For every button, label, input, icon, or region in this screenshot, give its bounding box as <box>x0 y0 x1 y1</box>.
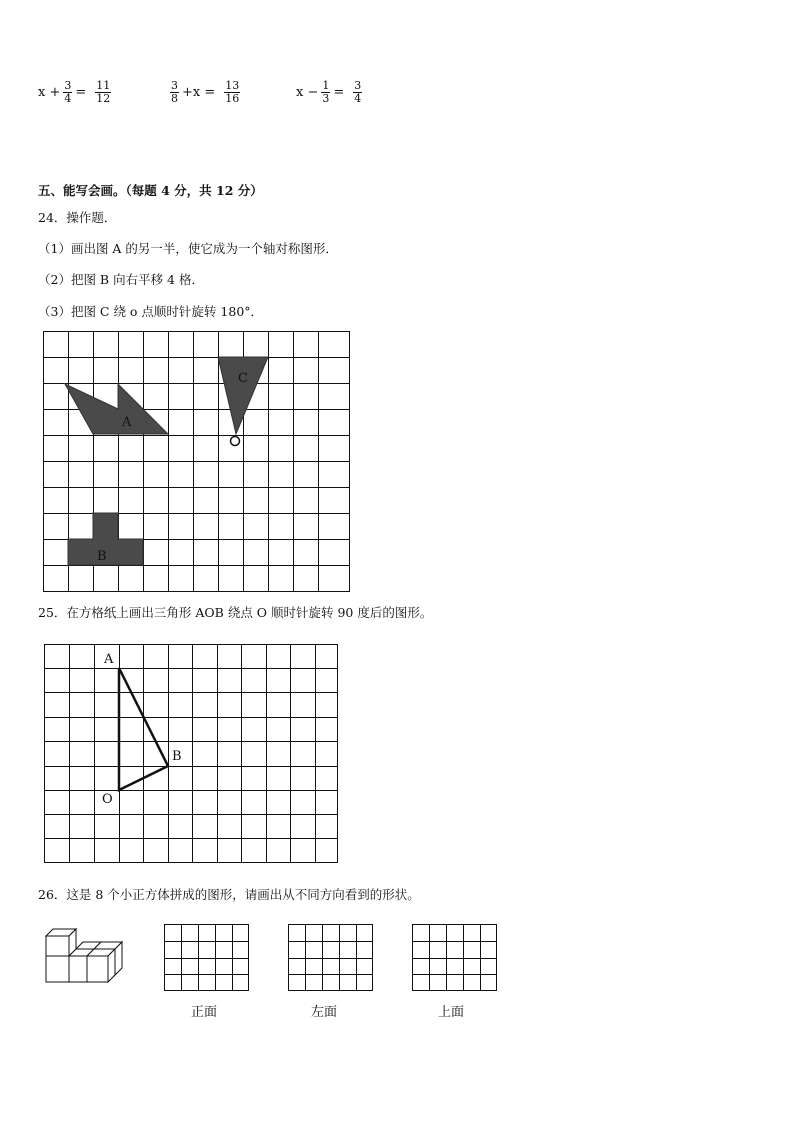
top-view-grid <box>411 923 501 995</box>
point-o <box>231 437 240 446</box>
front-view-grid <box>163 923 253 995</box>
left-view-grid <box>287 923 377 995</box>
point-o-label: O <box>102 792 113 807</box>
equation-mid: +x = <box>182 85 216 100</box>
equation-mid: = <box>333 85 345 100</box>
q26-title: 26．这是 8 个小正方体拼成的图形，请画出从不同方向看到的形状。 <box>38 887 420 902</box>
fraction: $\frac{13}{16}$ <box>225 79 240 105</box>
q24-grid-figure <box>40 326 355 596</box>
point-b-label: B <box>172 749 182 764</box>
top-view-label: 上面 <box>438 1005 465 1020</box>
section-title: 五、能写会画。（每题 4 分，共 12 分） <box>38 183 263 198</box>
fraction: $\frac{11}{12}$ <box>96 79 111 105</box>
q24-item-3: （3）把图 C 绕 o 点顺时针旋转 180°． <box>38 304 264 319</box>
left-view-label: 左面 <box>311 1005 338 1020</box>
cube-stack-illustration <box>42 926 126 988</box>
shape-a-label: A <box>122 415 132 430</box>
q24-title: 24．操作题． <box>38 210 117 225</box>
grid-lines <box>44 644 338 863</box>
fraction: $\frac{3}{4}$ <box>64 79 72 105</box>
q24-item-2: （2）把图 B 向右平移 4 格． <box>38 272 204 287</box>
fraction: $\frac{1}{3}$ <box>322 79 330 105</box>
shape-b-label: B <box>97 549 107 564</box>
front-view-label: 正面 <box>191 1005 218 1020</box>
equation-left: x + <box>38 85 61 100</box>
fraction: $\frac{3}{4}$ <box>354 79 362 105</box>
q25-title: 25．在方格纸上画出三角形 AOB 绕点 O 顺时针旋转 90 度后的图形。 <box>38 605 433 620</box>
q25-grid-figure <box>40 640 345 868</box>
q24-item-1: （1）画出图 A 的另一半，使它成为一个轴对称图形． <box>38 241 338 256</box>
fraction: $\frac{3}{8}$ <box>171 79 178 105</box>
point-a-label: A <box>104 652 114 667</box>
equation-left: x − <box>296 85 319 100</box>
shape-c-label: C <box>238 371 248 386</box>
equation-2 <box>170 80 240 105</box>
equation-3 <box>296 80 362 105</box>
equation-mid: = <box>75 85 87 100</box>
equation-1 <box>38 80 111 105</box>
